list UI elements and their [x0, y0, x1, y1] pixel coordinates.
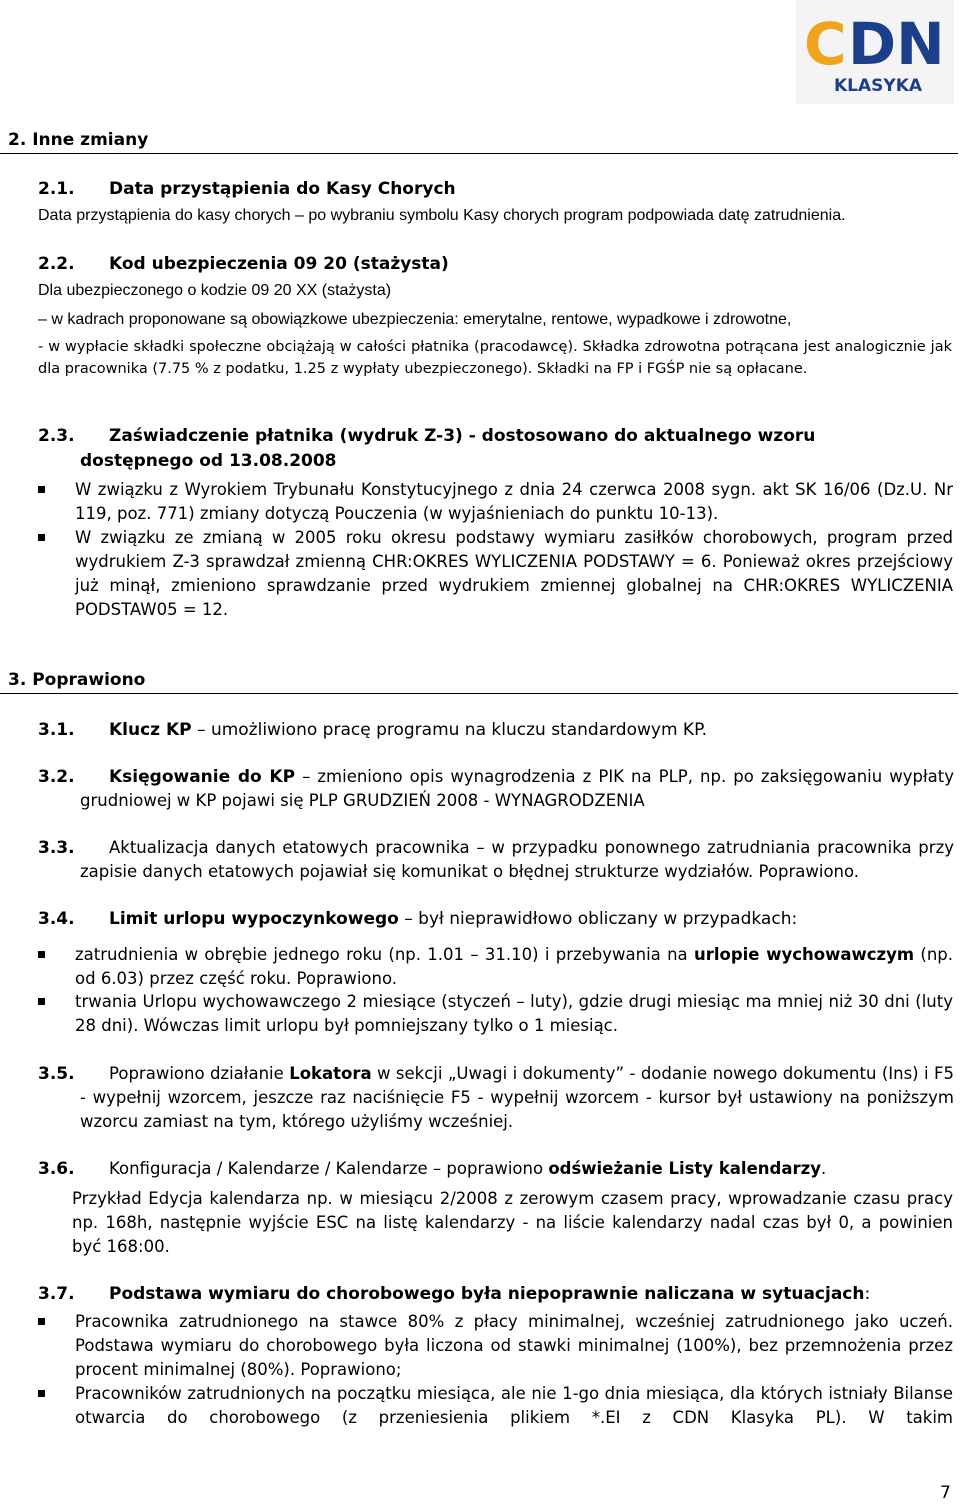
section-2-3-title-cont: dostępnego od 13.08.2008	[80, 451, 337, 471]
section-3-heading: 3. Poprawiono	[8, 670, 146, 690]
item-3-2-number: 3.2.	[38, 767, 75, 787]
section-2-2-line-3: - w wypłacie składki społeczne obciążają w całości płatnika (pracodawcę). Składka zdrowotna potrącana jest analogicznie jak dla pracownika (7.75 % z podatku, 1.25 z wypłaty ubezpieczonego). Składki na FP i FGŚP nie są opłacane.	[38, 339, 952, 377]
section-2-2-number: 2.2.	[38, 254, 75, 274]
item-3-6-bold: odświeżanie Listy kalendarzy	[548, 1159, 821, 1178]
item-3-5-text	[80, 1062, 954, 1134]
item-3-7-rest: :	[864, 1284, 871, 1304]
section-2-1-number: 2.1.	[38, 179, 75, 199]
logo-graphic	[796, 0, 954, 104]
item-3-5-a: Poprawiono działanie	[109, 1064, 290, 1083]
item-3-6-number: 3.6.	[38, 1159, 75, 1179]
item-3-1-number: 3.1.	[38, 720, 75, 740]
item-3-6-a: Konfiguracja / Kalendarze / Kalendarze – poprawiono	[109, 1159, 549, 1178]
item-3-4-bold: Limit urlopu wypoczynkowego	[109, 909, 399, 929]
item-3-7-text	[109, 1282, 954, 1306]
item-3-7-number: 3.7.	[38, 1284, 75, 1304]
item-3-7-bullet-2: Pracowników zatrudnionych na początku miesiąca, ale nie 1-go dnia miesiąca, dla których istniały Bilanse otwarcia do chorobowego (z przeniesienia plikiem *.EI z CDN Klasyka PL). W takim	[75, 1384, 953, 1427]
item-3-4-bullet-1-bold: urlopie wychowawczym	[693, 945, 915, 964]
item-3-6-b: .	[820, 1159, 827, 1178]
item-3-5-b: w sekcji „Uwagi i dokumenty” - dodanie nowego dokumentu (Ins) i F5 - wypełnij wzorcem, jeszcze raz naciśnięcie F5 - wypełnij wzorcem - kursor był ustawiony na poniższym wzorcu zamiast na tym, którego użyliśmy wcześniej.	[80, 1064, 954, 1131]
item-3-4-bullet-1-a: zatrudnienia w obrębie jednego roku (np. 1.01 – 31.10) i przebywania na	[75, 945, 694, 964]
item-3-4-bullet-2: trwania Urlopu wychowawczego 2 miesiące (styczeń – luty), gdzie drugi miesiąc ma mniej niż 30 dni (luty 28 dni). Wówczas limit urlopu był pomniejszany tylko o 1 miesiąc.	[75, 992, 953, 1035]
section-2-3-title: Zaświadczenie płatnika (wydruk Z-3) - dostosowano do aktualnego wzoru	[109, 426, 816, 446]
item-3-4-bullet-1	[75, 943, 953, 991]
logo-c: C	[804, 10, 847, 78]
section-2-3-bullet-1: W związku z Wyrokiem Trybunału Konstytucyjnego z dnia 24 czerwca 2008 sygn. akt SK 16/06 (Dz.U. Nr 119, poz. 771) zmiany dotyczą Pouczenia (w wyjaśnieniach do punktu 10-13).	[75, 480, 953, 523]
item-3-2-text	[80, 765, 954, 813]
item-3-4-rest: – był nieprawidłowo obliczany w przypadkach:	[398, 909, 798, 929]
item-3-2-rest: – zmieniono opis wynagrodzenia z PIK na PLP, np. po zaksięgowaniu wypłaty grudniowej w KP pojawi się PLP GRUDZIEŃ 2008 - WYNAGRODZENIA	[80, 767, 954, 810]
section-2-3-bullet-2: W związku ze zmianą w 2005 roku okresu podstawy wymiaru zasiłków chorobowych, program przed wydrukiem Z-3 sprawdzał zmienną CHR:OKRES WYLICZENIA PODSTAWY = 6. Ponieważ okres przejściowy już minął, zmieniono sprawdzanie przed wydrukiem zmiennej globalnej na CHR:OKRES WYLICZENIA PODSTAW05 = 12.	[75, 528, 953, 619]
page-number: 7	[940, 1483, 951, 1503]
item-3-4-number: 3.4.	[38, 909, 75, 929]
item-3-7-bold: Podstawa wymiaru do chorobowego była niepoprawnie naliczana w sytuacjach	[109, 1284, 865, 1304]
item-3-1-rest: – umożliwiono pracę programu na kluczu standardowym KP.	[191, 720, 708, 740]
item-3-6-text	[109, 1157, 954, 1181]
item-3-3-text: Aktualizacja danych etatowych pracownika – w przypadku ponownego zatrudniania pracownika przy zapisie danych etatowych pojawiał się komunikat o błędnej strukturze wydziałów. Poprawiono.	[80, 838, 954, 881]
bullet-icon	[38, 951, 45, 958]
section-2-2-line-1: Dla ubezpieczonego o kodzie 09 20 XX (stażysta)	[38, 282, 392, 299]
section-2-2-title: Kod ubezpieczenia 09 20 (stażysta)	[109, 254, 449, 274]
section-2-heading: 2. Inne zmiany	[8, 130, 149, 150]
bullet-icon	[38, 998, 45, 1005]
logo-dn: DN	[848, 10, 945, 78]
bullet-icon	[38, 534, 45, 541]
item-3-1-text	[109, 718, 954, 742]
logo-klasyka: KLASYKA	[834, 76, 923, 96]
section-2-1-title: Data przystąpienia do Kasy Chorych	[109, 179, 456, 199]
bullet-icon	[38, 1390, 45, 1397]
section-2-3-number: 2.3.	[38, 426, 75, 446]
section-2-2-line-2: – w kadrach proponowane są obowiązkowe ubezpieczenia: emerytalne, rentowe, wypadkowe i zdrowotne,	[38, 311, 792, 328]
bullet-icon	[38, 1318, 45, 1325]
item-3-5-bold: Lokatora	[289, 1064, 372, 1083]
bullet-icon	[38, 486, 45, 493]
item-3-2-bold: Księgowanie do KP	[109, 767, 296, 787]
section-3-rule	[0, 693, 958, 694]
item-3-5-number: 3.5.	[38, 1064, 75, 1084]
section-2-rule	[0, 153, 958, 154]
item-3-1-bold: Klucz KP	[109, 720, 192, 740]
item-3-4-bullet-1-b: (np. od 6.03) przez część roku. Poprawiono.	[75, 945, 954, 988]
cdn-klasyka-logo	[796, 0, 954, 104]
item-3-4-text	[109, 907, 954, 931]
item-3-3-number: 3.3.	[38, 838, 75, 858]
item-3-6-example: Przykład Edycja kalendarza np. w miesiącu 2/2008 z zerowym czasem pracy, wprowadzanie czasu pracy np. 168h, następnie wyjście ESC na listę kalendarzy - na liście kalendarzy nadal czas był 0, a powinien być 168:00.	[72, 1189, 953, 1256]
item-3-7-bullet-1: Pracownika zatrudnionego na stawce 80% z płacy minimalnej, wcześniej zatrudnionego jako uczeń. Podstawa wymiaru do chorobowego była liczona od stawki minimalnej (100%), bez przemnożenia przez procent minimalnej (80%). Poprawiono;	[75, 1312, 953, 1379]
section-2-1-body: Data przystąpienia do kasy chorych – po wybraniu symbolu Kasy chorych program podpowiada datę zatrudnienia.	[38, 207, 846, 224]
